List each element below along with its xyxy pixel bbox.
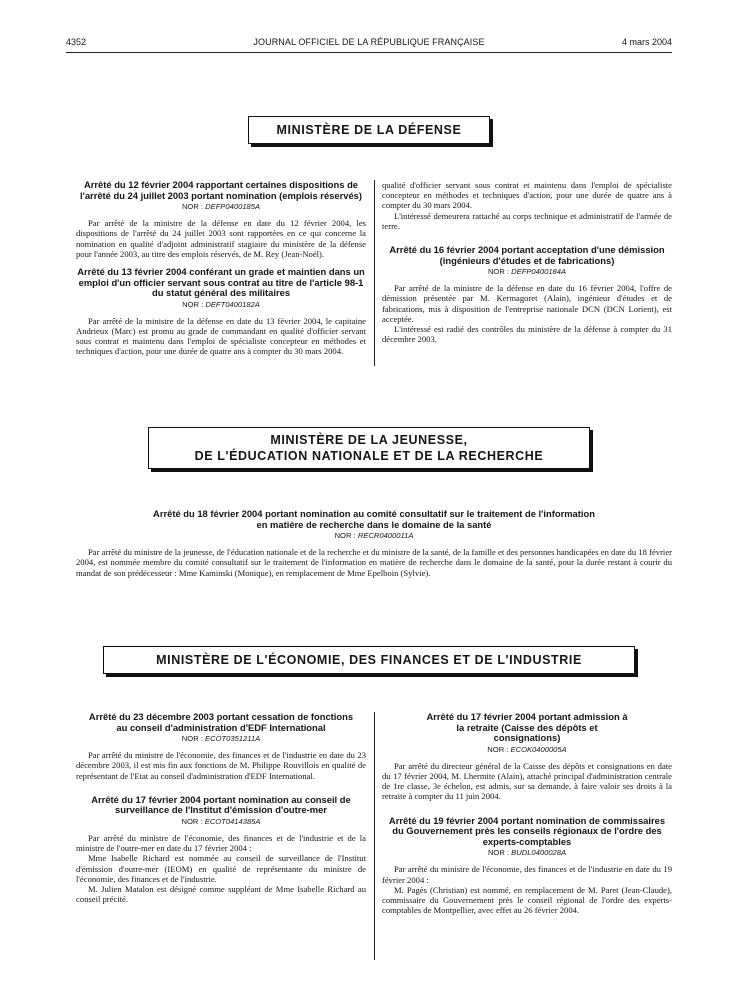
journal-title: JOURNAL OFFICIEL DE LA RÉPUBLIQUE FRANÇAISE xyxy=(253,37,485,47)
ministry-title: MINISTÈRE DE L'ÉCONOMIE, DES FINANCES ET DE L'INDUSTRIE xyxy=(156,653,582,667)
issue-date: 4 mars 2004 xyxy=(621,37,672,47)
article-paragraph: Par arrêté du ministre de l'économie, des finances et de l'industrie en date du 23 décembre 2003, il est mis fin aux fonctions de M. Philippe Rouvillois en qualité de représentant de l'Etat au conseil d'administration d'EDF International. xyxy=(76,750,366,781)
article xyxy=(76,266,366,357)
nor-reference: NOR : BUDL0400028A xyxy=(487,848,567,858)
article-title: Arrêté du 23 décembre 2003 portant cessation de fonctions au conseil d'administration d'EDF International xyxy=(88,711,354,733)
ministry-box-education xyxy=(148,427,590,469)
nor-reference: NOR : DEFT0400182A xyxy=(182,299,260,309)
ministry-box-economy xyxy=(103,646,635,674)
ministry-box-defense xyxy=(248,116,490,144)
article-paragraph: M. Pagès (Christian) est nommé, en remplacement de M. Paret (Jean-Claude), commissaire du Gouvernement près le conseil régional de l'ordre des experts-comptables de Montpellier, avec effet au 26 février 2004. xyxy=(382,884,672,916)
page-header xyxy=(66,37,672,51)
article xyxy=(76,712,366,781)
article-paragraph: Par arrêté du directeur général de la Caisse des dépôts et consignations en date du 17 février 2004, M. Lhermite (Alain), attaché principal d'administration centrale de 1re classe, 3e échelon, est admis, sur sa demande, à faire valoir ses droits à la retraite à compter du 11 juin 2004. xyxy=(382,760,672,802)
defense-left-column xyxy=(76,179,366,357)
header-rule xyxy=(66,52,672,53)
article-title-line2: en matière de recherche dans le domaine de la santé xyxy=(256,518,492,530)
economy-left-column xyxy=(76,712,366,904)
article xyxy=(382,245,672,344)
article-paragraph: Par arrêté du ministre de l'économie, des finances et de l'industrie et de la ministre de l'outre-mer en date du 17 février 2004 : xyxy=(76,832,366,854)
nor-reference: NOR : DEFP0400185A xyxy=(181,202,261,212)
article-title: Arrêté du 19 février 2004 portant nomination de commissaires du Gouvernement près les conseils régionaux de l'ordre des experts-comptables xyxy=(388,814,666,847)
ministry-title-line2: DE L'ÉDUCATION NATIONALE ET DE LA RECHERCHE xyxy=(194,449,544,463)
article-paragraph: Par arrêté du ministre de l'économie, des finances et de l'industrie en date du 19 février 2004 : xyxy=(382,864,672,885)
article-title: Arrêté du 13 février 2004 conférant un grade et maintien dans un emploi d'un officier servant sous contrat au titre de l'article 98-1 du statut général des militaires xyxy=(77,266,365,299)
article-title-line1: Arrêté du 18 février 2004 portant nomination au comité consultatif sur le traitement de l'information xyxy=(153,508,595,519)
article xyxy=(382,712,672,802)
page-number: 4352 xyxy=(66,37,87,47)
nor-reference: NOR : ECOT0414385A xyxy=(181,816,261,826)
article-title: Arrêté du 12 février 2004 rapportant certaines dispositions de l'arrêté du 24 juillet 2003 portant nomination (emplois réservés) xyxy=(80,179,363,201)
article-paragraph: Par arrêté de la ministre de la défense en date du 12 février 2004, les dispositions de l'arrêté du 24 juillet 2003 sont rapportées en ce qui concerne la nomination en qualité d'adjoint administratif stagiaire du ministère de la défense pour l'année 2003, au titre des emplois réservés, de M. Rey (Jean-Noël). xyxy=(76,218,366,259)
column-separator xyxy=(374,180,375,366)
column-separator xyxy=(374,712,375,960)
nor-reference: NOR : DEFP0400184A xyxy=(487,267,567,277)
article-paragraph: L'intéressé est radié des contrôles du ministère de la défense à compter du 31 décembre 2003. xyxy=(382,324,672,345)
education-article xyxy=(76,509,672,578)
nor-reference: NOR : RECR0400011A xyxy=(334,531,414,541)
nor-reference: NOR : ECOK0400005A xyxy=(487,744,567,754)
article xyxy=(76,180,366,259)
article xyxy=(76,795,366,905)
nor-reference: NOR : ECOT0351211A xyxy=(181,734,261,744)
article-title: Arrêté du 16 février 2004 portant acceptation d'une démission (ingénieurs d'études et de fabrications) xyxy=(389,244,665,266)
article-paragraph: M. Julien Matalon est désigné comme suppléant de Mme Isabelle Richard au conseil précité. xyxy=(76,884,366,905)
ministry-title-line1: MINISTÈRE DE LA JEUNESSE, xyxy=(270,433,468,447)
economy-right-column xyxy=(382,712,672,915)
continued-paragraph: qualité d'officier servant sous contrat et maintenu dans l'emploi de spécialiste concepteur en méthodes et techniques d'action, pour une durée de quatre ans à compter du 30 mars 2004. xyxy=(382,180,672,211)
article-paragraph: Mme Isabelle Richard est nommée au conseil de surveillance de l'Institut d'émission d'outre-mer (IEOM) en qualité de représentante du ministre de l'économie, des finances et de l'industrie. xyxy=(76,853,366,884)
article-paragraph: L'intéressé demeurera rattaché au corps technique et administratif de l'armée de terre. xyxy=(382,210,672,231)
article-paragraph: Par arrêté du ministre de la jeunesse, de l'éducation nationale et de la recherche et du ministre de la santé, de la famille et des personnes handicapées en date du 18 février 2004, est nommée membre du comité consultatif sur le traitement de l'information en matière de recherche dans le domaine de la santé, pour la durée restant à courir du mandat de son prédécesseur : Mme Kaminski (Monique), en remplacement de Mme Epelboin (Sylvie). xyxy=(76,547,672,578)
defense-right-column xyxy=(382,180,672,344)
article-paragraph: Par arrêté de la ministre de la défense en date du 13 février 2004, le capitaine Andrieux (Marc) est promu au grade de commandant en qualité d'officier servant sous contrat et maintenu dans l'emploi de spécialiste concepteur en méthodes et techniques d'action, pour une durée de quatre ans à compter du 30 mars 2004. xyxy=(76,315,366,357)
ministry-title: MINISTÈRE DE LA DÉFENSE xyxy=(276,123,462,137)
article xyxy=(382,816,672,916)
article-title: Arrêté du 17 février 2004 portant admission à la retraite (Caisse des dépôts et consignations) xyxy=(426,711,628,744)
article-paragraph: Par arrêté de la ministre de la défense en date du 16 février 2004, l'offre de démission présentée par M. Kermagoret (Alain), ingénieur d'études et de fabrications, mis à disposition de l'entreprise nationale DCN (DCN Lorient), est acceptée. xyxy=(382,283,672,324)
article-title: Arrêté du 17 février 2004 portant nomination au conseil de surveillance de l'Institut d'émission d'outre-mer xyxy=(91,793,351,816)
